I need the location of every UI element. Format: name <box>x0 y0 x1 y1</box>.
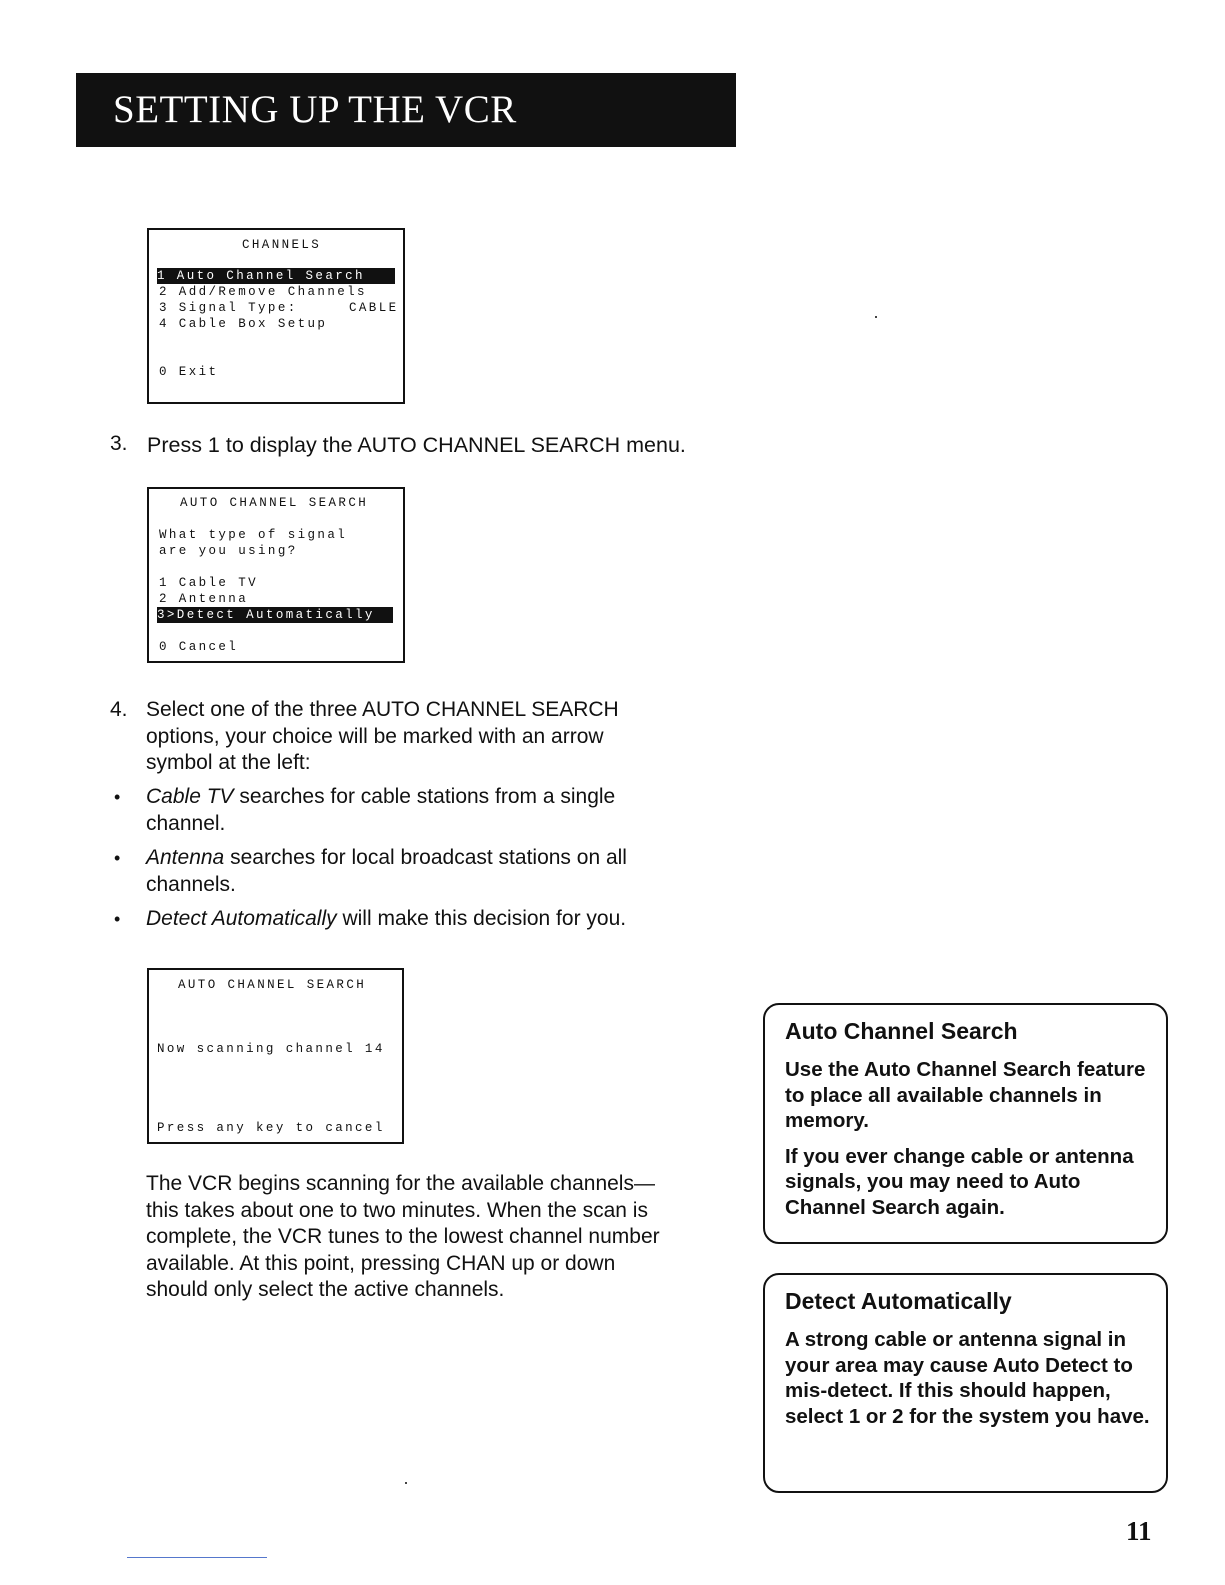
scan-speck <box>875 316 877 318</box>
tip-heading: Auto Channel Search <box>785 1018 1018 1044</box>
scan-line: should only select the active channels. <box>146 1278 505 1301</box>
bullet-text: searches for local broadcast stations on all <box>224 846 627 869</box>
tip-text: A strong cable or antenna signal in your area may cause Auto Detect to mis-detect. If this should happen, select 1 or 2 for the system you have. <box>785 1328 1150 1428</box>
menu-item-selected: 1 Auto Channel Search <box>157 268 395 284</box>
menu-item: 2 Add/Remove Channels <box>159 285 367 299</box>
scan-status: Now scanning channel 14 <box>157 1042 385 1056</box>
section-title-banner <box>76 73 736 147</box>
page-number: 11 <box>1126 1516 1152 1546</box>
scan-line: available. At this point, pressing CHAN up or down <box>146 1251 616 1275</box>
step-number: 4. <box>110 698 128 721</box>
scan-line: The VCR begins scanning for the available channels— <box>146 1172 655 1195</box>
step-text <box>146 697 619 777</box>
tip-box-detect-automatically <box>763 1273 1168 1493</box>
bullet-dot: • <box>114 909 121 929</box>
tip-text: If you ever change cable or antenna signals, you may need to Auto Channel Search again. <box>785 1144 1134 1219</box>
scan-speck <box>405 1482 407 1484</box>
bullet-term: Antenna <box>146 846 225 869</box>
screen-question: What type of signal <box>159 528 348 542</box>
bullet-dot: • <box>114 787 121 807</box>
screen-title: AUTO CHANNEL SEARCH <box>180 496 369 510</box>
bullet-text: searches for cable stations from a single <box>233 785 616 808</box>
bullet-text: channels. <box>146 872 236 896</box>
bullet-dot: • <box>114 848 121 868</box>
screen-title: AUTO CHANNEL SEARCH <box>178 978 367 992</box>
tip-box-auto-channel-search <box>763 1003 1168 1244</box>
bullet-text: will make this decision for you. <box>336 907 627 930</box>
scan-line: complete, the VCR tunes to the lowest channel number <box>146 1225 660 1248</box>
step-text: Press 1 to display the AUTO CHANNEL SEARCH menu. <box>147 433 686 457</box>
option-item: 1 Cable TV <box>159 576 259 590</box>
signal-type-value: CABLE <box>349 301 399 315</box>
menu-item: 4 Cable Box Setup <box>159 317 328 331</box>
scan-line: this takes about one to two minutes. When the scan is <box>146 1198 648 1222</box>
step-number: 3. <box>110 432 128 455</box>
tip-heading: Detect Automatically <box>785 1288 1012 1314</box>
tip-text: Use the Auto Channel Search feature to place all available channels in memory. <box>785 1058 1146 1132</box>
step-line: symbol at the left: <box>146 751 311 774</box>
screen-title: CHANNELS <box>242 238 322 252</box>
step-line: Select one of the three AUTO CHANNEL SEARCH <box>146 698 619 721</box>
bullet-item <box>146 906 626 933</box>
bullet-term: Cable TV <box>146 785 234 808</box>
bullet-item <box>146 784 615 837</box>
footer-rule <box>127 1557 267 1558</box>
menu-item: 3 Signal Type: <box>159 301 298 315</box>
section-title: SETTING UP THE VCR <box>113 88 517 131</box>
auto-search-options-screen <box>147 487 405 663</box>
option-cancel: 0 Cancel <box>159 640 239 654</box>
scanning-screen <box>147 968 404 1144</box>
bullet-item <box>146 845 627 898</box>
scan-description <box>146 1171 660 1304</box>
menu-exit: 0 Exit <box>159 365 219 379</box>
option-item: 2 Antenna <box>159 592 249 606</box>
bullet-text: channel. <box>146 811 226 835</box>
channels-menu-screen <box>147 228 405 404</box>
bullet-term: Detect Automatically <box>146 907 337 930</box>
option-item-selected: 3>Detect Automatically <box>157 607 393 623</box>
scan-hint: Press any key to cancel <box>157 1121 385 1135</box>
screen-question: are you using? <box>159 544 298 558</box>
step-line: options, your choice will be marked with an arrow <box>146 724 604 748</box>
